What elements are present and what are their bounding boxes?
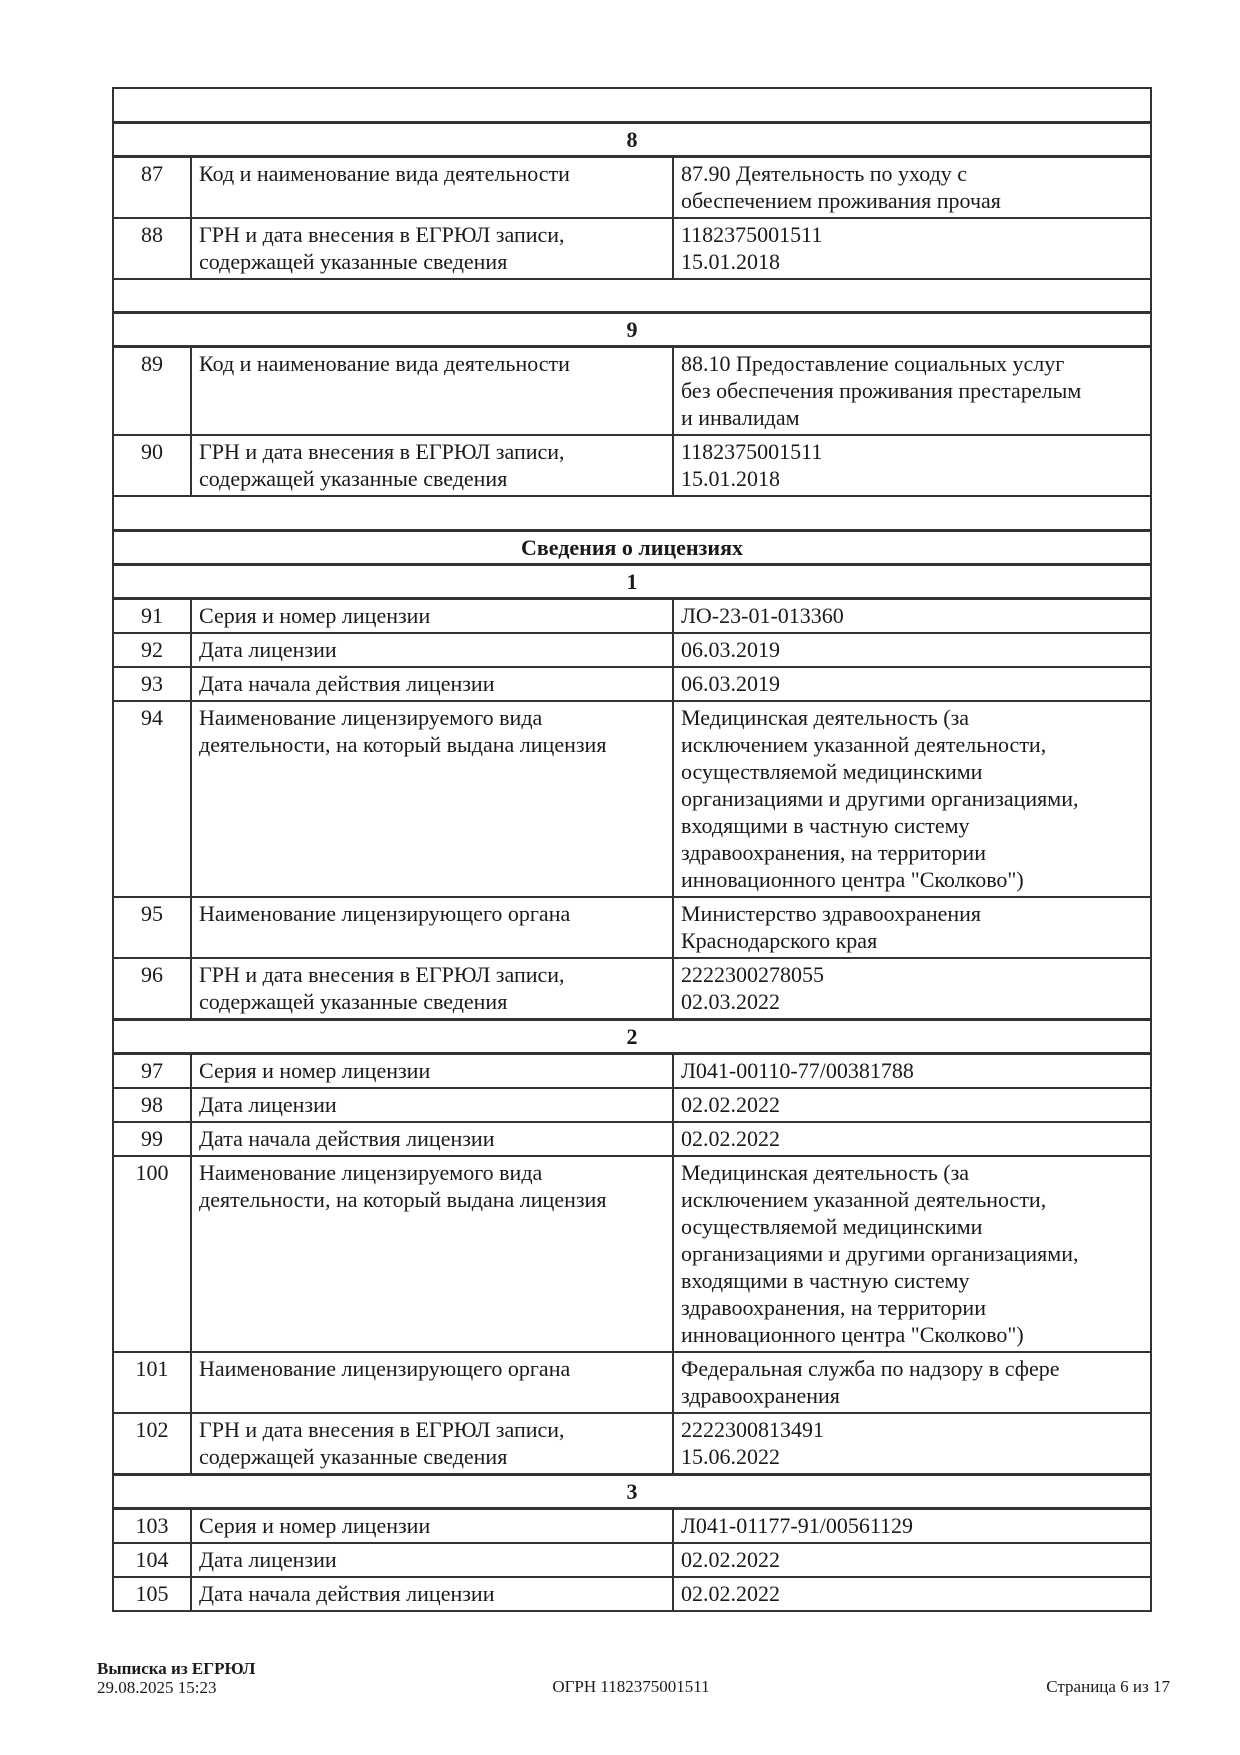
section-header-label: 8 — [113, 122, 1151, 156]
record-row — [113, 347, 1151, 436]
record-attribute-cell: ГРН и дата внесения в ЕГРЮЛ записи, содержащей указанные сведения — [191, 958, 673, 1020]
section-header-label: 1 — [113, 564, 1151, 598]
record-value-cell: 1182375001511 15.01.2018 — [673, 435, 1151, 496]
record-number-cell: 88 — [113, 218, 191, 279]
record-row — [113, 897, 1151, 958]
record-attribute-cell: Дата лицензии — [191, 1543, 673, 1577]
record-value-cell: 02.02.2022 — [673, 1543, 1151, 1577]
record-value-cell: 2222300813491 15.06.2022 — [673, 1413, 1151, 1475]
record-value-cell: 1182375001511 15.01.2018 — [673, 218, 1151, 279]
record-attribute-cell: ГРН и дата внесения в ЕГРЮЛ записи, содержащей указанные сведения — [191, 435, 673, 496]
record-number-cell: 98 — [113, 1088, 191, 1122]
record-number-cell: 105 — [113, 1577, 191, 1611]
record-attribute-cell: Дата лицензии — [191, 633, 673, 667]
section-header-row — [113, 313, 1151, 347]
section-header-row — [113, 1474, 1151, 1508]
footer-datetime: 29.08.2025 15:23 — [97, 1678, 217, 1697]
record-attribute-cell: Дата начала действия лицензии — [191, 1577, 673, 1611]
record-attribute-cell: Наименование лицензирующего органа — [191, 1352, 673, 1413]
page-footer — [0, 1659, 1240, 1701]
footer-page-number: Страница 6 из 17 — [1046, 1677, 1170, 1696]
spacer-cell — [113, 88, 1151, 122]
section-header-row — [113, 564, 1151, 598]
record-row — [113, 1156, 1151, 1352]
record-value-cell: Медицинская деятельность (за исключением указанной деятельности, осуществляемой медицинскими организациями и другими организациями, входящими в частную систему здравоохранения, на территории инновационного центра "Сколково") — [673, 701, 1151, 897]
record-row — [113, 1352, 1151, 1413]
record-number-cell: 90 — [113, 435, 191, 496]
record-number-cell: 92 — [113, 633, 191, 667]
section-header-label: 9 — [113, 313, 1151, 347]
record-attribute-cell: Код и наименование вида деятельности — [191, 156, 673, 218]
record-value-cell: Федеральная служба по надзору в сфере здравоохранения — [673, 1352, 1151, 1413]
record-attribute-cell: Код и наименование вида деятельности — [191, 347, 673, 436]
record-row — [113, 667, 1151, 701]
record-value-cell: 06.03.2019 — [673, 633, 1151, 667]
record-value-cell: Медицинская деятельность (за исключением указанной деятельности, осуществляемой медицинскими организациями и другими организациями, входящими в частную систему здравоохранения, на территории инновационного центра "Сколково") — [673, 1156, 1151, 1352]
record-number-cell: 103 — [113, 1508, 191, 1543]
record-attribute-cell: Дата лицензии — [191, 1088, 673, 1122]
record-attribute-cell: Наименование лицензируемого вида деятельности, на который выдана лицензия — [191, 701, 673, 897]
spacer-cell — [113, 279, 1151, 313]
section-header-row — [113, 530, 1151, 564]
record-number-cell: 87 — [113, 156, 191, 218]
record-attribute-cell: Серия и номер лицензии — [191, 598, 673, 633]
record-row — [113, 1577, 1151, 1611]
record-value-cell: Л041-00110-77/00381788 — [673, 1053, 1151, 1088]
record-value-cell: 88.10 Предоставление социальных услуг без обеспечения проживания престарелым и инвалидам — [673, 347, 1151, 436]
record-row — [113, 598, 1151, 633]
record-number-cell: 101 — [113, 1352, 191, 1413]
record-attribute-cell: Наименование лицензирующего органа — [191, 897, 673, 958]
spacer-cell — [113, 496, 1151, 530]
record-number-cell: 102 — [113, 1413, 191, 1475]
record-row — [113, 156, 1151, 218]
egrul-attributes-table — [112, 87, 1152, 1612]
record-row — [113, 1122, 1151, 1156]
record-row — [113, 1053, 1151, 1088]
section-header-label: 2 — [113, 1019, 1151, 1053]
record-value-cell: ЛО-23-01-013360 — [673, 598, 1151, 633]
record-value-cell: 2222300278055 02.03.2022 — [673, 958, 1151, 1020]
section-header-row — [113, 1019, 1151, 1053]
record-number-cell: 91 — [113, 598, 191, 633]
record-row — [113, 1508, 1151, 1543]
record-number-cell: 104 — [113, 1543, 191, 1577]
record-row — [113, 958, 1151, 1020]
record-value-cell: Л041-01177-91/00561129 — [673, 1508, 1151, 1543]
footer-ogrn: ОГРН 1182375001511 — [552, 1677, 710, 1696]
record-row — [113, 435, 1151, 496]
spacer-row — [113, 496, 1151, 530]
record-row — [113, 218, 1151, 279]
spacer-row — [113, 88, 1151, 122]
record-number-cell: 99 — [113, 1122, 191, 1156]
record-row — [113, 633, 1151, 667]
record-attribute-cell: Дата начала действия лицензии — [191, 667, 673, 701]
record-value-cell: 06.03.2019 — [673, 667, 1151, 701]
record-row — [113, 1413, 1151, 1475]
record-number-cell: 93 — [113, 667, 191, 701]
record-value-cell: 02.02.2022 — [673, 1577, 1151, 1611]
record-attribute-cell: ГРН и дата внесения в ЕГРЮЛ записи, содержащей указанные сведения — [191, 1413, 673, 1475]
record-attribute-cell: Серия и номер лицензии — [191, 1053, 673, 1088]
record-number-cell: 94 — [113, 701, 191, 897]
section-header-label: Сведения о лицензиях — [113, 530, 1151, 564]
record-row — [113, 1543, 1151, 1577]
record-value-cell: 02.02.2022 — [673, 1122, 1151, 1156]
record-attribute-cell: Дата начала действия лицензии — [191, 1122, 673, 1156]
record-value-cell: Министерство здравоохранения Краснодарского края — [673, 897, 1151, 958]
record-value-cell: 87.90 Деятельность по уходу с обеспечением проживания прочая — [673, 156, 1151, 218]
record-number-cell: 89 — [113, 347, 191, 436]
spacer-row — [113, 279, 1151, 313]
record-attribute-cell: Наименование лицензируемого вида деятельности, на который выдана лицензия — [191, 1156, 673, 1352]
record-number-cell: 100 — [113, 1156, 191, 1352]
footer-doc-title: Выписка из ЕГРЮЛ — [97, 1659, 256, 1678]
record-row — [113, 1088, 1151, 1122]
record-attribute-cell: Серия и номер лицензии — [191, 1508, 673, 1543]
section-header-row — [113, 122, 1151, 156]
record-number-cell: 96 — [113, 958, 191, 1020]
record-number-cell: 95 — [113, 897, 191, 958]
record-row — [113, 701, 1151, 897]
record-value-cell: 02.02.2022 — [673, 1088, 1151, 1122]
section-header-label: 3 — [113, 1474, 1151, 1508]
record-attribute-cell: ГРН и дата внесения в ЕГРЮЛ записи, содержащей указанные сведения — [191, 218, 673, 279]
record-number-cell: 97 — [113, 1053, 191, 1088]
